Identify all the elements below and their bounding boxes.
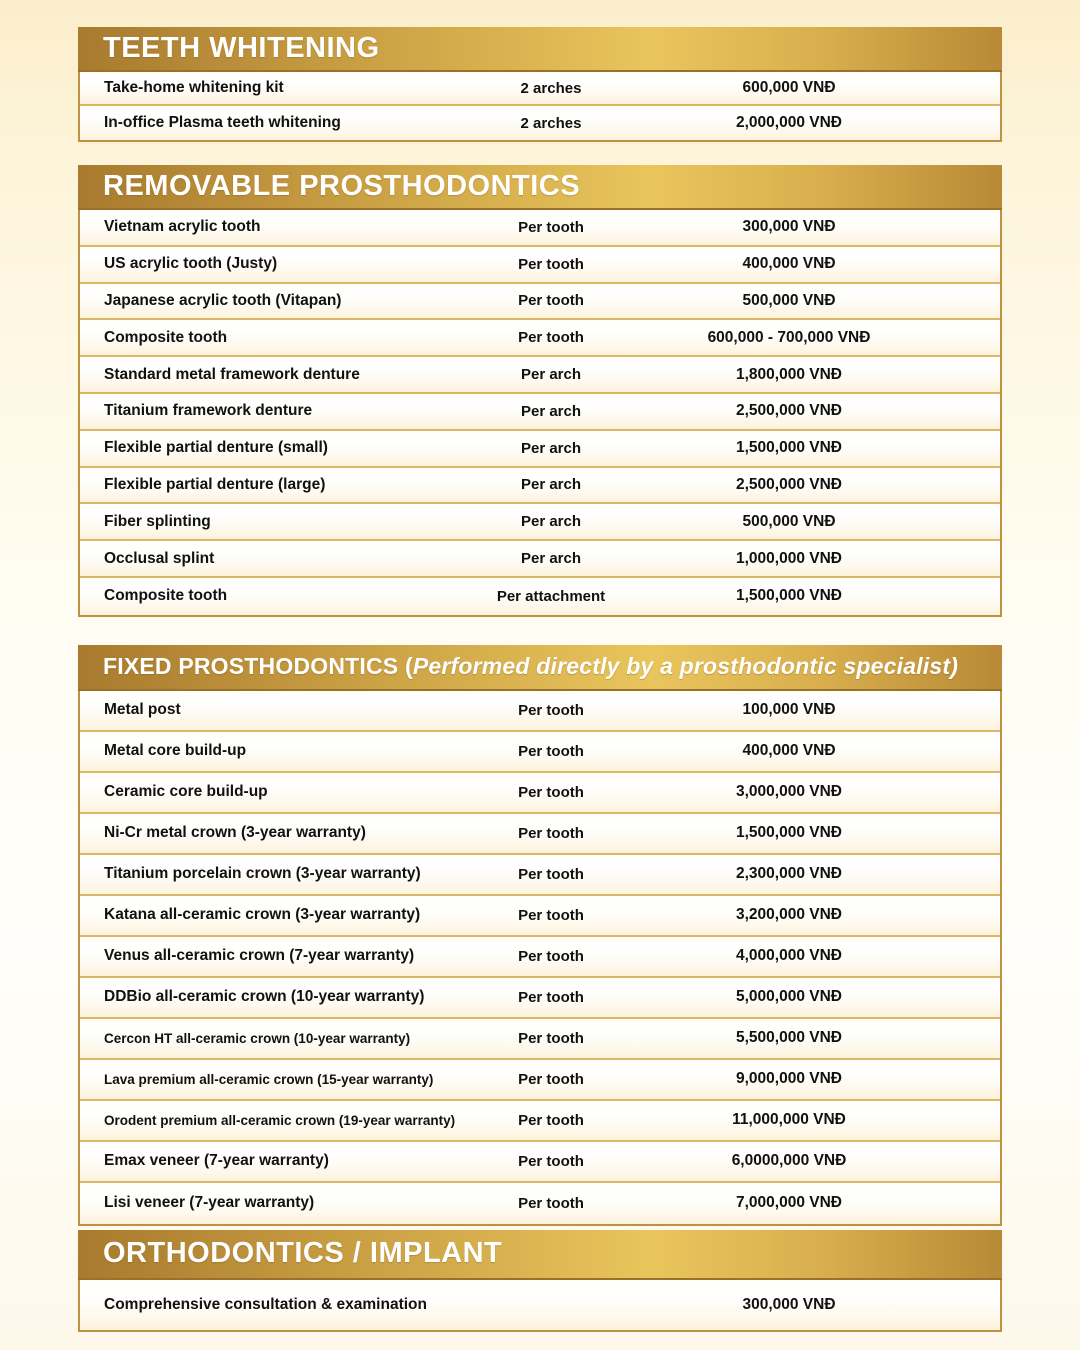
- price-row: [80, 732, 1000, 773]
- price-row: [80, 394, 1000, 431]
- service-price: 2,300,000 VNĐ: [736, 865, 842, 883]
- service-name: Fiber splinting: [104, 512, 211, 530]
- service-name: Venus all-ceramic crown (7-year warranty): [104, 947, 415, 965]
- service-name: Metal post: [104, 701, 181, 719]
- service-unit: Per arch: [520, 550, 582, 568]
- service-name: Vietnam acrylic tooth: [104, 218, 261, 236]
- section-orthodontics-implant: [78, 1230, 1002, 1332]
- price-row: [80, 431, 1000, 468]
- service-price: 100,000 VNĐ: [742, 701, 836, 719]
- service-unit: Per tooth: [518, 865, 584, 883]
- service-name: DDBio all-ceramic crown (10-year warranty): [104, 988, 425, 1006]
- price-row: [80, 691, 1000, 732]
- service-name: Take-home whitening kit: [104, 79, 284, 96]
- service-price: 500,000 VNĐ: [742, 512, 836, 530]
- price-row: [80, 210, 1000, 247]
- service-unit: Per tooth: [518, 783, 584, 801]
- service-unit: 2 arches: [520, 79, 582, 97]
- service-name: Titanium porcelain crown (3-year warranty): [104, 865, 421, 883]
- section-fixed-prosthodontics: [78, 645, 1002, 1226]
- service-price: 500,000 VNĐ: [742, 291, 836, 309]
- service-unit: Per tooth: [518, 1029, 584, 1047]
- section-header: [78, 645, 1002, 691]
- service-name: Ni-Cr metal crown (3-year warranty): [104, 824, 366, 842]
- service-unit: Per arch: [520, 513, 582, 531]
- service-price: 1,500,000 VNĐ: [736, 824, 842, 842]
- service-unit: Per tooth: [518, 742, 584, 760]
- service-name: Flexible partial denture (small): [104, 439, 328, 457]
- service-price: 2,500,000 VNĐ: [736, 402, 842, 420]
- service-unit: Per tooth: [518, 1152, 584, 1170]
- section-rows: [78, 1280, 1002, 1332]
- service-name: Japanese acrylic tooth (Vitapan): [104, 291, 342, 309]
- price-row: [80, 247, 1000, 284]
- section-title: FIXED PROSTHODONTICS (: [103, 653, 413, 680]
- service-price: 400,000 VNĐ: [742, 255, 836, 273]
- price-row: [80, 814, 1000, 855]
- price-row: [80, 1019, 1000, 1060]
- service-unit: Per arch: [520, 439, 582, 457]
- price-list: [78, 27, 1002, 1332]
- price-row: [80, 1101, 1000, 1142]
- service-name: Flexible partial denture (large): [104, 475, 326, 493]
- price-row: [80, 72, 1000, 106]
- service-name: Emax veneer (7-year warranty): [104, 1152, 329, 1170]
- service-unit: Per tooth: [518, 906, 584, 924]
- service-price: 1,800,000 VNĐ: [736, 365, 842, 383]
- service-unit: Per tooth: [518, 1070, 584, 1088]
- section-removable-prosthodontics: [78, 165, 1002, 617]
- service-unit: Per tooth: [518, 292, 584, 310]
- service-price: 11,000,000 VNĐ: [732, 1111, 846, 1129]
- service-name: Metal core build-up: [104, 742, 247, 760]
- service-price: 3,200,000 VNĐ: [736, 906, 842, 924]
- section-header: [78, 1230, 1002, 1280]
- service-price: 9,000,000 VNĐ: [736, 1070, 842, 1088]
- service-name: Ceramic core build-up: [104, 783, 268, 801]
- service-price: 1,500,000 VNĐ: [736, 587, 842, 605]
- price-row: [80, 1183, 1000, 1224]
- service-name: Comprehensive consultation & examination: [104, 1295, 427, 1313]
- service-price: 300,000 VNĐ: [742, 218, 836, 236]
- service-unit: Per attachment: [496, 587, 606, 605]
- service-unit: Per tooth: [518, 824, 584, 842]
- service-unit: Per tooth: [518, 701, 584, 719]
- price-row: [80, 896, 1000, 937]
- service-name: Orodent premium all-ceramic crown (19-year warranty): [104, 1112, 456, 1128]
- price-row: [80, 504, 1000, 541]
- section-header: [78, 27, 1002, 72]
- service-unit: Per arch: [520, 402, 582, 420]
- section-title: REMOVABLE PROSTHODONTICS: [103, 170, 581, 202]
- price-row: [80, 578, 1000, 615]
- service-name: Lisi veneer (7-year warranty): [104, 1194, 315, 1212]
- service-price: 5,000,000 VNĐ: [736, 988, 842, 1006]
- service-unit: Per arch: [520, 476, 582, 494]
- service-name: In-office Plasma teeth whitening: [104, 114, 341, 131]
- service-name: Katana all-ceramic crown (3-year warranty): [104, 906, 421, 924]
- section-title-italic: Performed directly by a prosthodontic specialist): [412, 653, 959, 680]
- service-price: 600,000 VNĐ: [742, 79, 836, 96]
- service-unit: Per tooth: [518, 1111, 584, 1129]
- service-price: 2,000,000 VNĐ: [736, 114, 842, 131]
- service-price: 7,000,000 VNĐ: [736, 1194, 842, 1212]
- service-unit: Per arch: [520, 366, 582, 384]
- price-row: [80, 937, 1000, 978]
- price-row: [80, 855, 1000, 896]
- section-title: ORTHODONTICS / IMPLANT: [103, 1237, 503, 1270]
- service-name: US acrylic tooth (Justy): [104, 255, 278, 273]
- service-unit: Per tooth: [518, 218, 584, 236]
- section-header: [78, 165, 1002, 210]
- price-row: [80, 978, 1000, 1019]
- service-unit: Per tooth: [518, 329, 584, 347]
- price-row: [80, 106, 1000, 140]
- service-unit: 2 arches: [520, 114, 582, 132]
- service-price: 3,000,000 VNĐ: [736, 783, 842, 801]
- service-price: 1,500,000 VNĐ: [736, 439, 842, 457]
- service-unit: Per tooth: [518, 1194, 584, 1212]
- service-price: 6,0000,000 VNĐ: [731, 1152, 847, 1170]
- service-unit: Per tooth: [518, 255, 584, 273]
- section-teeth-whitening: [78, 27, 1002, 142]
- service-name: Standard metal framework denture: [104, 365, 360, 383]
- price-row: [80, 541, 1000, 578]
- service-price: 300,000 VNĐ: [742, 1295, 836, 1313]
- service-price: 2,500,000 VNĐ: [736, 475, 842, 493]
- price-row: [80, 1280, 1000, 1330]
- price-row: [80, 357, 1000, 394]
- service-name: Composite tooth: [104, 328, 228, 346]
- service-price: 1,000,000 VNĐ: [736, 549, 842, 567]
- service-name: Composite tooth: [104, 587, 228, 605]
- service-unit: Per tooth: [518, 947, 584, 965]
- service-price: 4,000,000 VNĐ: [736, 947, 842, 965]
- service-price: 5,500,000 VNĐ: [736, 1029, 842, 1047]
- section-rows: [78, 72, 1002, 142]
- service-price: 400,000 VNĐ: [742, 742, 836, 760]
- price-row: [80, 468, 1000, 505]
- price-row: [80, 320, 1000, 357]
- service-name: Lava premium all-ceramic crown (15-year warranty): [104, 1071, 434, 1087]
- service-name: Titanium framework denture: [104, 402, 313, 420]
- service-price: 600,000 - 700,000 VNĐ: [707, 328, 871, 346]
- section-title: TEETH WHITENING: [103, 32, 380, 64]
- service-unit: Per tooth: [518, 988, 584, 1006]
- section-rows: [78, 210, 1002, 617]
- service-name: Occlusal splint: [104, 549, 215, 567]
- service-name: Cercon HT all-ceramic crown (10-year warranty): [104, 1030, 411, 1046]
- price-row: [80, 284, 1000, 321]
- price-row: [80, 773, 1000, 814]
- price-row: [80, 1142, 1000, 1183]
- price-row: [80, 1060, 1000, 1101]
- section-rows: [78, 691, 1002, 1226]
